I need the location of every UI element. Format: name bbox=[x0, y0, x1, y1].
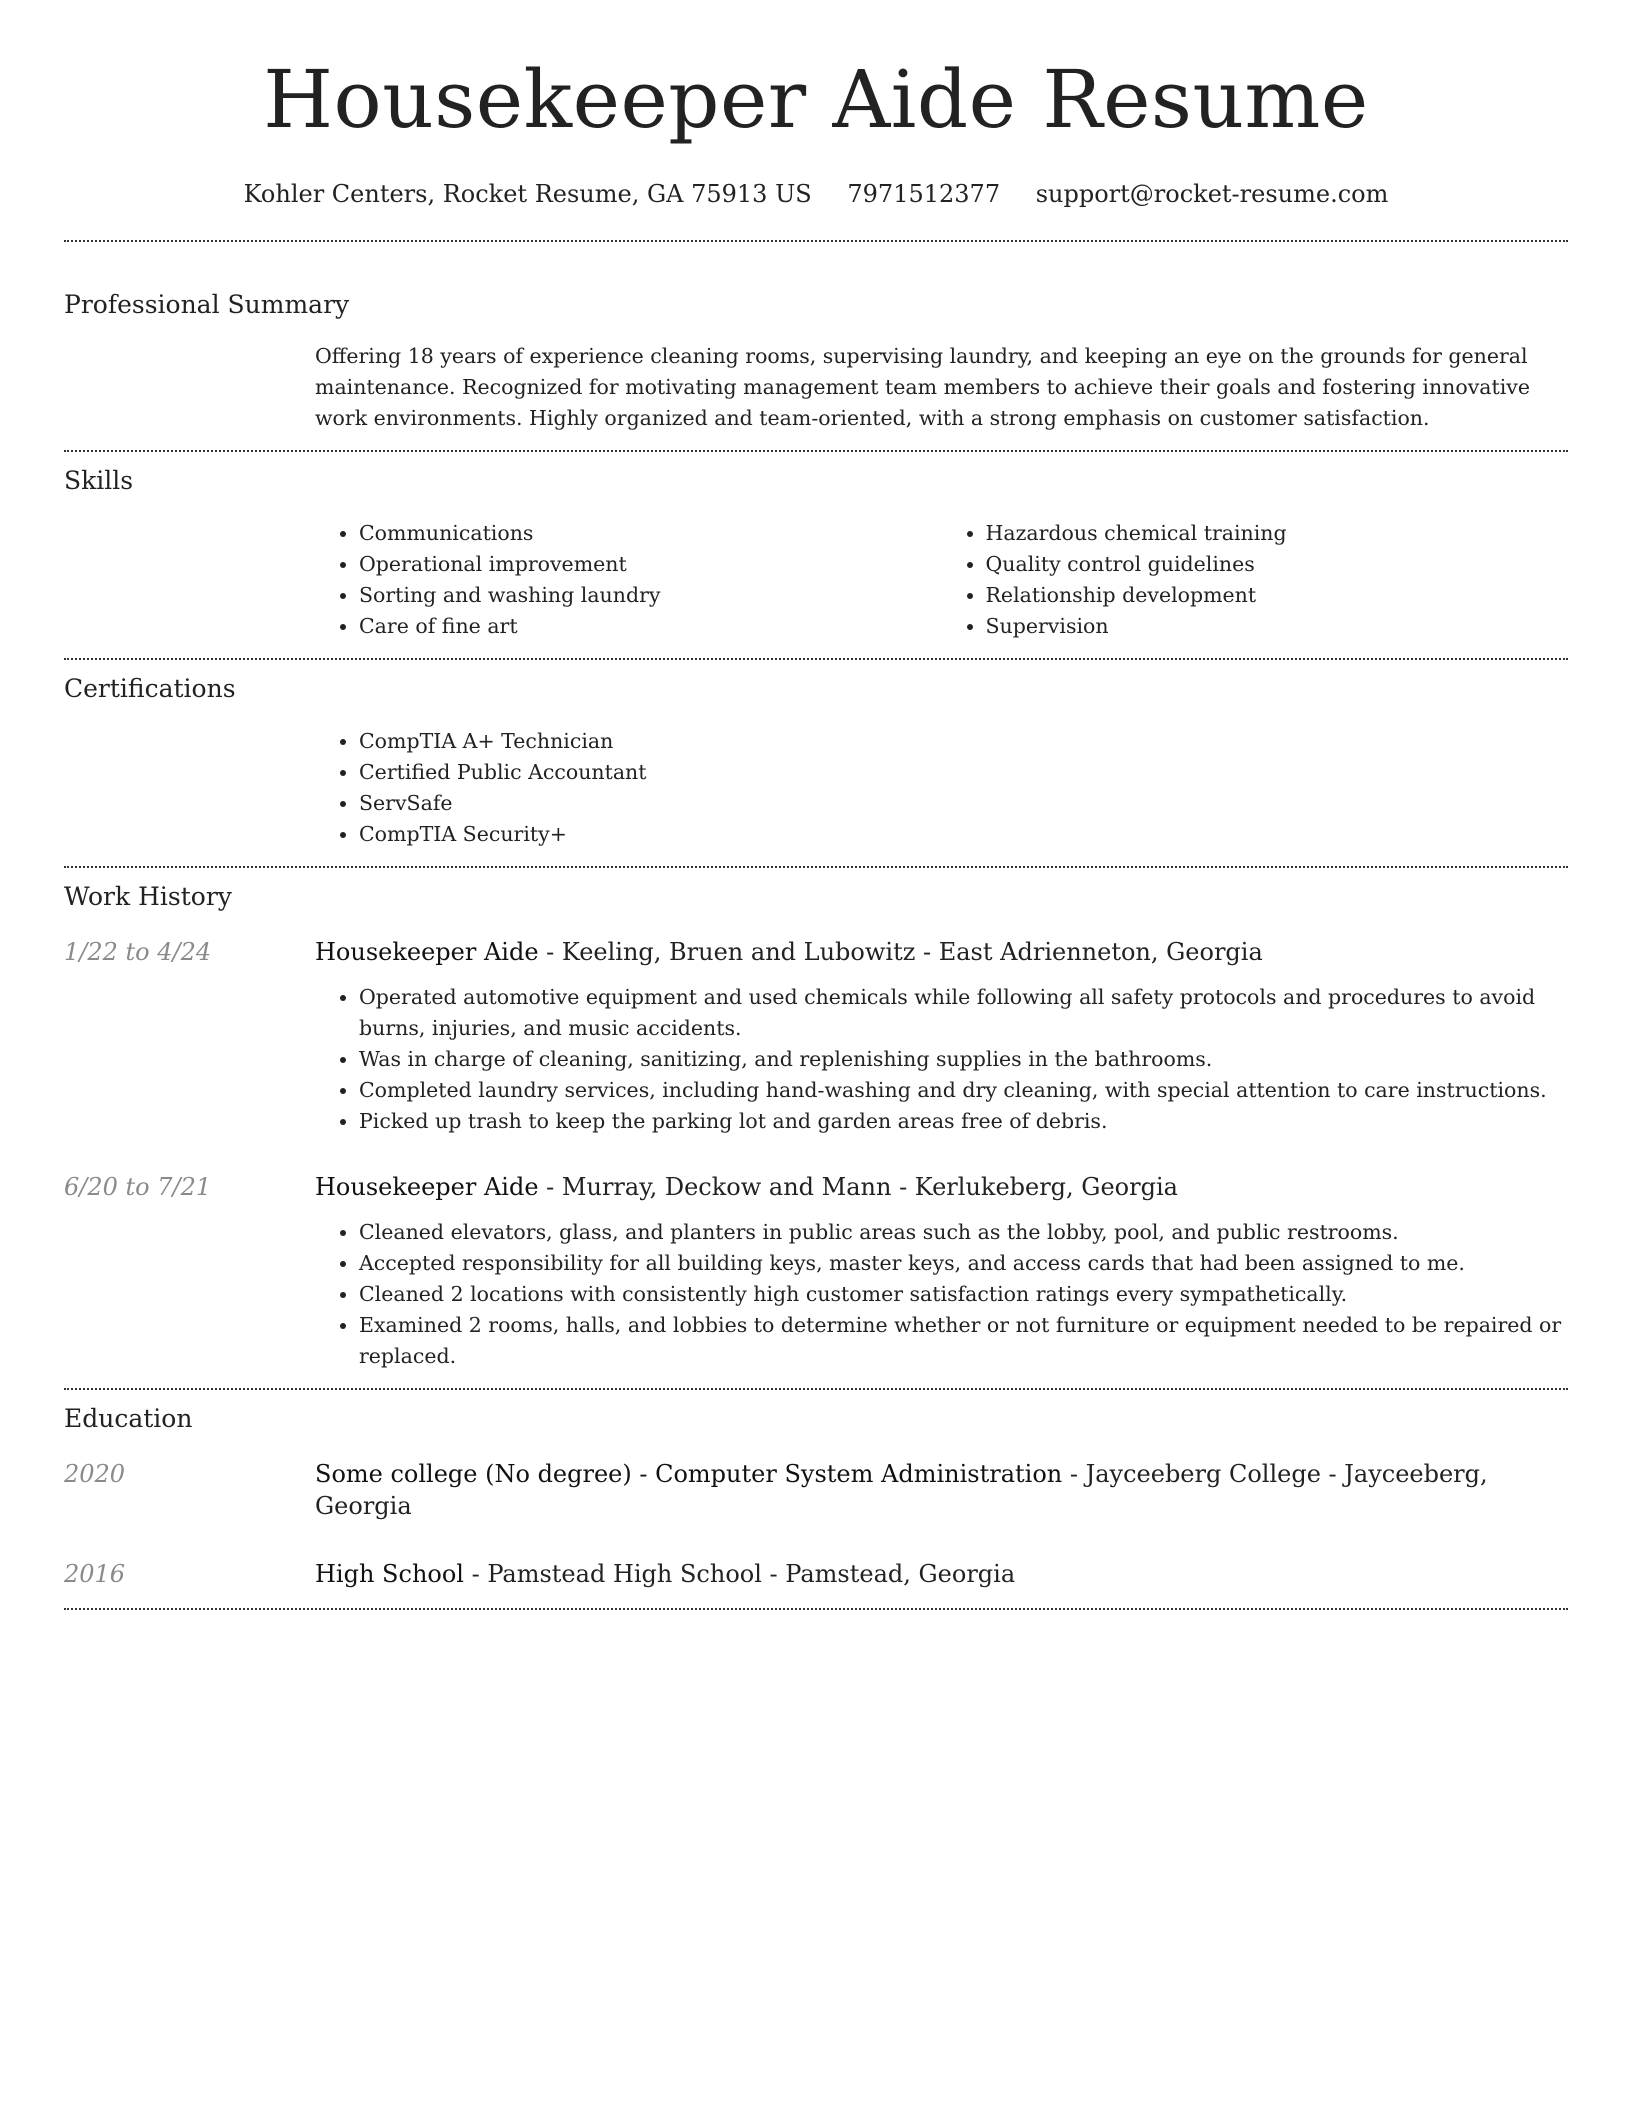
list-item: • Communications bbox=[359, 518, 942, 549]
contact-address: Kohler Centers, Rocket Resume, GA 75913 US bbox=[243, 180, 812, 208]
education-heading bbox=[315, 1558, 1568, 1590]
job-bullets bbox=[315, 982, 1568, 1137]
section-title-summary: Professional Summary bbox=[64, 290, 350, 319]
section-title-skills: Skills bbox=[64, 466, 134, 495]
education-section bbox=[64, 1390, 1568, 1608]
job-bullets bbox=[315, 1217, 1568, 1372]
list-item: • Cleaned elevators, glass, and planters in public areas such as the lobby, pool, and public restrooms. bbox=[359, 1217, 1568, 1248]
job-employer-location: - Murray, Deckow and Mann - Kerlukeberg, Georgia bbox=[538, 1173, 1178, 1201]
resume-header bbox=[64, 0, 1568, 210]
education-school-location: - Pamstead High School - Pamstead, Georgia bbox=[463, 1560, 1016, 1588]
education-year: 2016 bbox=[64, 1560, 126, 1588]
list-item: • CompTIA Security+ bbox=[359, 819, 1568, 850]
list-item: • Operational improvement bbox=[359, 549, 942, 580]
list-item: • Accepted responsibility for all building keys, master keys, and access cards that had been assigned to me. bbox=[359, 1248, 1568, 1279]
job-role: Housekeeper Aide bbox=[315, 938, 539, 966]
list-item: • Completed laundry services, including hand-washing and dry cleaning, with special attention to care instructions. bbox=[359, 1075, 1568, 1106]
list-item: • Hazardous chemical training bbox=[986, 518, 1569, 549]
skills-list-right bbox=[942, 518, 1569, 642]
section-title-education: Education bbox=[64, 1404, 193, 1433]
skills-list-left bbox=[315, 518, 942, 642]
education-year: 2020 bbox=[64, 1460, 126, 1488]
list-item: • Supervision bbox=[986, 611, 1569, 642]
list-item: • Examined 2 rooms, halls, and lobbies to determine whether or not furniture or equipment needed to be repaired or replaced. bbox=[359, 1310, 1568, 1372]
list-item: • Picked up trash to keep the parking lot and garden areas free of debris. bbox=[359, 1106, 1568, 1137]
education-degree: High School bbox=[315, 1560, 464, 1588]
job-dates: 1/22 to 4/24 bbox=[64, 938, 212, 966]
certifications-list bbox=[315, 726, 1568, 850]
education-degree: Some college (No degree) - Computer System Administration bbox=[315, 1460, 1063, 1488]
contact-email: support@rocket-resume.com bbox=[1035, 180, 1389, 208]
list-item: • Cleaned 2 locations with consistently high customer satisfaction ratings every sympathetically. bbox=[359, 1279, 1568, 1310]
job-entry bbox=[64, 936, 1568, 1137]
list-item: • Was in charge of cleaning, sanitizing, and replenishing supplies in the bathrooms. bbox=[359, 1044, 1568, 1075]
skills-section bbox=[64, 452, 1568, 658]
work-history-section bbox=[64, 868, 1568, 1388]
list-item: • CompTIA A+ Technician bbox=[359, 726, 1568, 757]
certifications-section bbox=[64, 660, 1568, 866]
job-dates: 6/20 to 7/21 bbox=[64, 1173, 212, 1201]
education-entry bbox=[64, 1458, 1568, 1522]
job-heading bbox=[315, 936, 1568, 968]
list-item: • Sorting and washing laundry bbox=[359, 580, 942, 611]
summary-section bbox=[64, 242, 1568, 450]
section-title-certifications: Certifications bbox=[64, 674, 236, 703]
contact-phone: 7971512377 bbox=[847, 180, 1001, 208]
divider bbox=[64, 1608, 1568, 1610]
job-entry bbox=[64, 1171, 1568, 1372]
page-title: Housekeeper Aide Resume bbox=[263, 53, 1369, 146]
list-item: • Quality control guidelines bbox=[986, 549, 1569, 580]
list-item: • Operated automotive equipment and used chemicals while following all safety protocols and procedures to avoid burns, injuries, and music accidents. bbox=[359, 982, 1568, 1044]
education-entry bbox=[64, 1558, 1568, 1590]
contact-line bbox=[64, 178, 1568, 210]
job-role: Housekeeper Aide bbox=[315, 1173, 539, 1201]
list-item: • Care of fine art bbox=[359, 611, 942, 642]
education-heading bbox=[315, 1458, 1568, 1522]
section-title-work-history: Work History bbox=[64, 882, 232, 911]
job-employer-location: - Keeling, Bruen and Lubowitz - East Adrienneton, Georgia bbox=[538, 938, 1263, 966]
summary-text: Offering 18 years of experience cleaning rooms, supervising laundry, and keeping an eye on the grounds for general maintenance. Recognized for motivating management team members to achieve their goals and fostering innovative work environments. Highly organized and team-oriented, with a strong emphasis on customer satisfaction. bbox=[315, 344, 1531, 430]
list-item: • ServSafe bbox=[359, 788, 1568, 819]
education-school-location: - Jayceeberg College - Jayceeberg, Georgia bbox=[315, 1460, 1488, 1520]
list-item: • Relationship development bbox=[986, 580, 1569, 611]
job-heading bbox=[315, 1171, 1568, 1203]
list-item: • Certified Public Accountant bbox=[359, 757, 1568, 788]
